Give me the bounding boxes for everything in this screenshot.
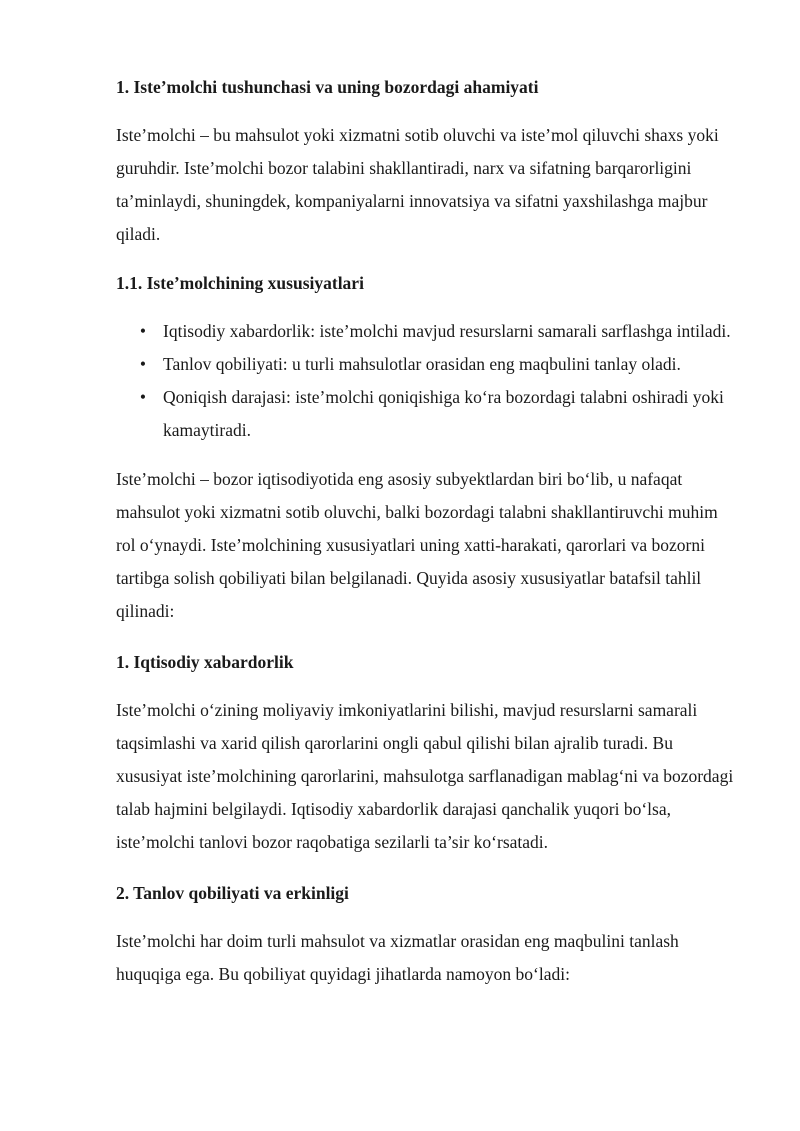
bullet-icon: •	[139, 354, 147, 374]
document-page	[116, 70, 736, 991]
point-heading: 2. Tanlov qobiliyati va erkinligi	[116, 883, 349, 903]
section-heading: 1. Iste’molchi tushunchasi va uning bozordagi ahamiyati	[116, 77, 539, 97]
list-item	[116, 348, 736, 381]
subsection-heading: 1.1. Iste’molchining xususiyatlari	[116, 273, 364, 293]
bullet-icon: •	[139, 321, 147, 341]
list-item-text: Tanlov qobiliyati: u turli mahsulotlar orasidan eng maqbulini tanlay oladi.	[163, 354, 681, 374]
paragraph: Iste’molchi – bu mahsulot yoki xizmatni sotib oluvchi va iste’mol qiluvchi shaxs yoki guruhdir. Iste’molchi bozor talabini shakllantiradi, narx va sifatning barqarorligini ta’minlaydi, shuningdek, kompaniyalarni innovatsiya va sifatni yaxshilashga majbur qiladi.	[116, 125, 719, 244]
paragraph: Iste’molchi o‘zining moliyaviy imkoniyatlarini bilishi, mavjud resurslarni samarali taqsimlashi va xarid qilish qarorlarini ongli qabul qilishi bilan ajralib turadi. Bu xususiyat iste’molchining qarorlarini, mahsulotga sarflanadigan mablag‘ni va bozordagi talab hajmini belgilaydi. Iqtisodiy xabardorlik darajasi qanchalik yuqori bo‘lsa, iste’molchi tanlovi bozor raqobatiga sezilarli ta’sir ko‘rsatadi.	[116, 700, 734, 852]
list-item-text: Qoniqish darajasi: iste’molchi qoniqishiga ko‘ra bozordagi talabni oshiradi yoki kamaytiradi.	[163, 387, 724, 440]
list-item	[116, 381, 736, 447]
point-heading: 1. Iqtisodiy xabardorlik	[116, 652, 294, 672]
paragraph: Iste’molchi har doim turli mahsulot va xizmatlar orasidan eng maqbulini tanlash huquqiga ega. Bu qobiliyat quyidagi jihatlarda namoyon bo‘ladi:	[116, 931, 679, 984]
bullet-icon: •	[139, 387, 147, 407]
bullet-list	[116, 315, 736, 447]
paragraph: Iste’molchi – bozor iqtisodiyotida eng asosiy subyektlardan biri bo‘lib, u nafaqat mahsulot yoki xizmatni sotib oluvchi, balki bozordagi talabni shakllantiruvchi muhim rol o‘ynaydi. Iste’molchining xususiyatlari uning xatti-harakati, qarorlari va bozorni tartibga solish qobiliyati bilan belgilanadi. Quyida asosiy xususiyatlar batafsil tahlil qilinadi:	[116, 469, 718, 621]
list-item	[116, 315, 736, 348]
list-item-text: Iqtisodiy xabardorlik: iste’molchi mavjud resurslarni samarali sarflashga intiladi.	[163, 321, 731, 341]
